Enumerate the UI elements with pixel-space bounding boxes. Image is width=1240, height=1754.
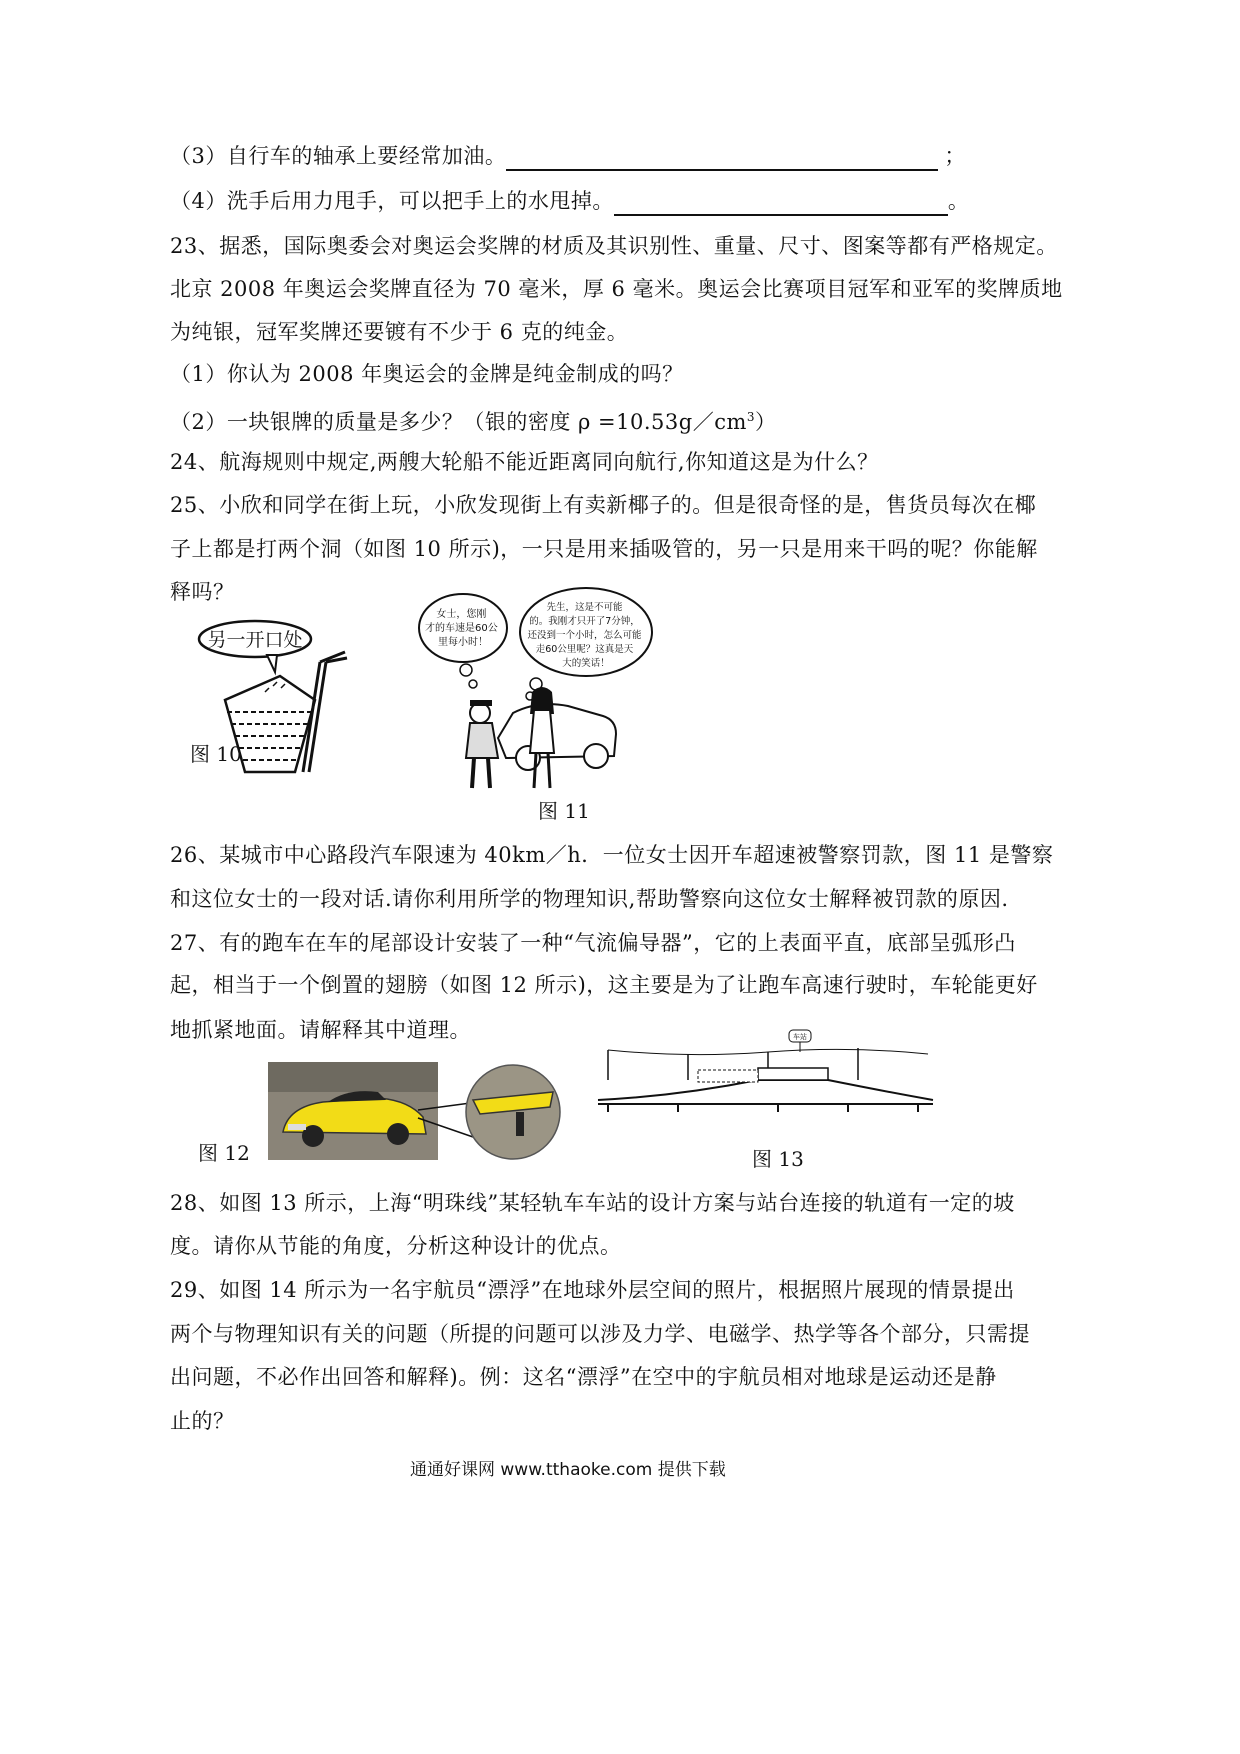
q25-line-1: 25、小欣和同学在街上玩，小欣发现街上有卖新椰子的。但是很奇怪的是，售货员每次在椰 — [170, 493, 1037, 517]
q23-sub-2-text: （2）一块银牌的质量是多少？（银的密度 ρ =10.53g／cm — [170, 410, 747, 434]
q22-4-text: （4）洗手后用力甩手，可以把手上的水甩掉。 — [170, 189, 614, 213]
fig10-bubble-text: 另一开口处 — [207, 629, 303, 651]
page-footer: 通通好课网 www.tthaoke.com 提供下载 — [410, 1460, 726, 1480]
q27-line-1: 27、有的跑车在车的尾部设计安装了一种“气流偏导器”，它的上表面平直，底部呈弧形凸 — [170, 931, 1016, 955]
fig11-right-bubble-line: 还没到一个小时，怎么可能 — [527, 630, 642, 641]
fig13-sign-text: 车站 — [793, 1033, 807, 1041]
q27-line-3: 地抓紧地面。请解释其中道理。 — [170, 1018, 471, 1042]
q28-line-1: 28、如图 13 所示，上海“明珠线”某轻轨车车站的设计方案与站台连接的轨道有一定的坡 — [170, 1191, 1015, 1215]
fig11-left-bubble-line: 女士，您刚 — [436, 609, 487, 620]
q28-line-2: 度。请你从节能的角度，分析这种设计的优点。 — [170, 1234, 622, 1258]
q22-3-text: （3）自行车的轴承上要经常加油。 — [170, 144, 507, 168]
fig11-right-bubble-line: 大的笑话！ — [562, 658, 610, 669]
q23-line-3: 为纯银，冠军奖牌还要镀有不少于 6 克的纯金。 — [170, 320, 629, 344]
fig10-caption: 图 10 — [190, 742, 242, 766]
q29-line-3: 出问题，不必作出回答和解释)。例：这名“漂浮”在空中的宇航员相对地球是运动还是静 — [170, 1365, 997, 1389]
q23-sub-2-sup: 3 — [746, 410, 756, 424]
q22-3-end: ； — [944, 144, 966, 168]
q23-sub-2-end: ） — [755, 410, 777, 434]
q23-sub-2 — [170, 402, 777, 437]
q26-line-2: 和这位女士的一段对话.请你利用所学的物理知识,帮助警察向这位女士解释被罚款的原因. — [170, 887, 1009, 911]
fig12-caption: 图 12 — [198, 1141, 250, 1165]
q22-4-line — [170, 186, 969, 216]
answer-blank[interactable] — [506, 145, 938, 171]
fig11-left-bubble-line: 里每小时！ — [438, 637, 488, 648]
q29-line-2: 两个与物理知识有关的问题（所提的问题可以涉及力学、电磁学、热学等各个部分，只需提 — [170, 1322, 1030, 1346]
answer-blank[interactable] — [614, 190, 948, 216]
fig11-left-bubble-line: 才的车速是60公 — [425, 623, 498, 634]
fig11-right-bubble-line: 的。我刚才只开了7分钟， — [529, 616, 640, 627]
figure-12-sports-car — [268, 1062, 588, 1162]
fig13-caption: 图 13 — [752, 1147, 804, 1171]
q29-line-4: 止的？ — [170, 1409, 235, 1433]
q26-line-1: 26、某城市中心路段汽车限速为 40km／h．一位女士因开车超速被警察罚款，图 11 是警察 — [170, 843, 1054, 867]
figure-11-cartoon — [418, 588, 658, 793]
q23-sub-1: （1）你认为 2008 年奥运会的金牌是纯金制成的吗？ — [170, 362, 684, 386]
q29-line-1: 29、如图 14 所示为一名宇航员“漂浮”在地球外层空间的照片，根据照片展现的情景提出 — [170, 1278, 1015, 1302]
fig11-right-bubble-line: 走60公里呢？这真是天 — [535, 644, 634, 655]
q27-line-2: 起，相当于一个倒置的翅膀（如图 12 所示)，这主要是为了让跑车高速行驶时，车轮能更好 — [170, 973, 1038, 997]
fig11-right-bubble-line: 先生，这是不可能 — [546, 602, 623, 613]
q25-line-3: 释吗？ — [170, 580, 235, 604]
q22-4-end: 。 — [947, 189, 970, 213]
q23-line-2: 北京 2008 年奥运会奖牌直径为 70 毫米，厚 6 毫米。奥运会比赛项目冠军和亚军的奖牌质地 — [170, 277, 1063, 301]
q25-line-2: 子上都是打两个洞（如图 10 所示)，一只是用来插吸管的，另一只是用来干吗的呢？你能解 — [170, 537, 1038, 561]
q23-line-1: 23、据悉，国际奥委会对奥运会奖牌的材质及其识别性、重量、尺寸、图案等都有严格规定。 — [170, 234, 1058, 258]
fig11-caption: 图 11 — [538, 799, 590, 823]
q22-3-line — [170, 141, 966, 171]
figure-13-rail-station — [598, 1030, 938, 1115]
q24-line: 24、航海规则中规定,两艘大轮船不能近距离同向航行,你知道这是为什么？ — [170, 450, 879, 474]
